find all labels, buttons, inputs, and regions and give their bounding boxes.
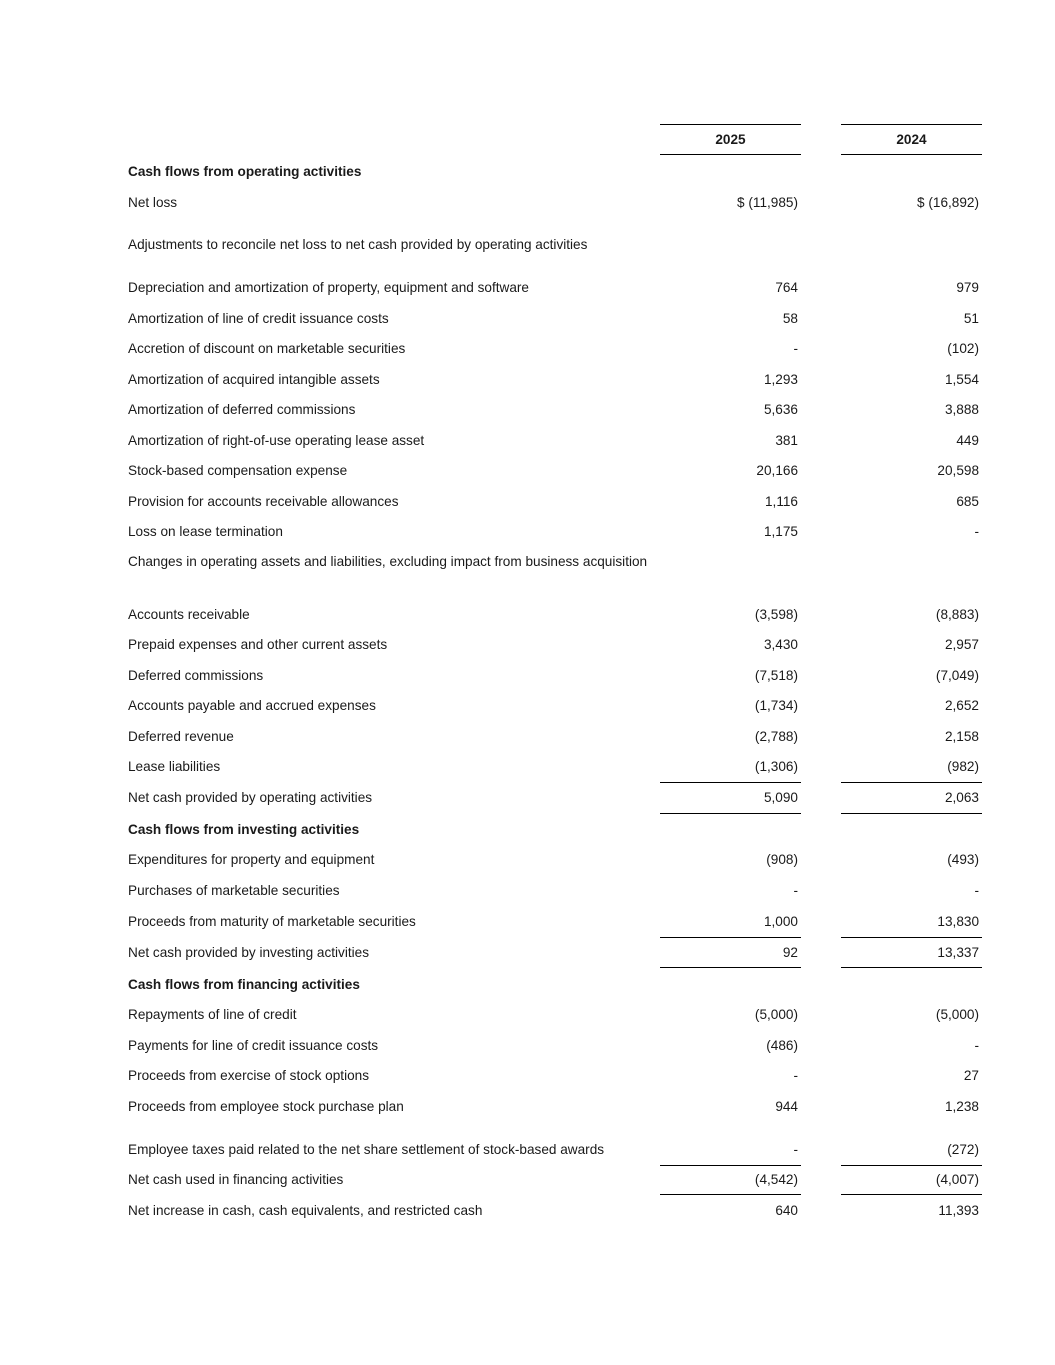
rule-line	[660, 1194, 801, 1195]
table-row	[0, 757, 1055, 777]
value-2024: -	[974, 524, 979, 539]
row-label: Net cash provided by operating activities	[128, 790, 373, 805]
total-row-net-increase	[0, 1201, 1055, 1221]
value-2025: (7,518)	[754, 668, 798, 683]
value-2024: 2,957	[944, 637, 979, 652]
table-row	[0, 696, 1055, 716]
value-2024: 2,063	[944, 790, 979, 805]
value-2025: 1,293	[763, 372, 798, 387]
row-label: Net cash used in financing activities	[128, 1172, 344, 1187]
table-row	[0, 278, 1055, 298]
table-row	[0, 1005, 1055, 1025]
value-2025: 92	[782, 945, 798, 960]
value-2024: (7,049)	[935, 668, 979, 683]
row-label: Adjustments to reconcile net loss to net cash provided by operating activities	[128, 237, 588, 252]
value-2024: $ (16,892)	[917, 195, 979, 210]
total-row-operating	[0, 788, 1055, 808]
row-label: Lease liabilities	[128, 759, 221, 774]
table-row	[0, 492, 1055, 512]
rule-line	[660, 813, 801, 814]
row-label: Net increase in cash, cash equivalents, and restricted cash	[128, 1203, 483, 1218]
value-2025: 640	[775, 1203, 798, 1218]
row-label: Amortization of right-of-use operating lease asset	[128, 433, 425, 448]
row-label: Prepaid expenses and other current assets	[128, 637, 388, 652]
row-label: Payments for line of credit issuance costs	[128, 1038, 379, 1053]
value-2024: (102)	[947, 341, 979, 356]
table-row	[0, 339, 1055, 359]
value-2024: -	[974, 883, 979, 898]
row-label: Proceeds from employee stock purchase plan	[128, 1099, 404, 1114]
rule-line	[660, 782, 801, 783]
row-label: Deferred revenue	[128, 729, 234, 744]
rule-line	[841, 782, 982, 783]
table-row	[0, 881, 1055, 901]
rule-line	[841, 937, 982, 938]
section-heading-financing	[0, 975, 1055, 995]
total-row-investing	[0, 943, 1055, 963]
row-label: Accounts payable and accrued expenses	[128, 698, 376, 713]
value-2024: (272)	[947, 1142, 979, 1157]
column-header-2025: 2025	[660, 124, 801, 155]
rule-line	[841, 813, 982, 814]
value-2025: 1,116	[764, 494, 798, 509]
table-row	[0, 431, 1055, 451]
table-row	[0, 912, 1055, 932]
row-label: Purchases of marketable securities	[128, 883, 340, 898]
row-label: Stock-based compensation expense	[128, 463, 348, 478]
row-label: Accounts receivable	[128, 607, 250, 622]
value-2024: 11,393	[938, 1203, 979, 1218]
rule-line	[660, 1165, 801, 1166]
value-2024: (493)	[947, 852, 979, 867]
subheading-changes: Changes in operating assets and liabilities, excluding impact from business acquisition	[128, 554, 648, 569]
row-label: Expenditures for property and equipment	[128, 852, 375, 867]
table-row	[0, 850, 1055, 870]
value-2025: 1,000	[763, 914, 798, 929]
value-2025: (3,598)	[754, 607, 798, 622]
row-label: Deferred commissions	[128, 668, 264, 683]
section-heading-operating	[0, 162, 1055, 182]
rule-line	[841, 967, 982, 968]
column-header-2024: 2024	[841, 124, 982, 155]
value-2024: 13,830	[937, 914, 979, 929]
value-2024: 1,554	[944, 372, 979, 387]
row-label: Employee taxes paid related to the net share settlement of stock-based awards	[128, 1142, 605, 1157]
value-2024: 685	[956, 494, 979, 509]
value-2025: (908)	[766, 852, 798, 867]
table-row	[0, 461, 1055, 481]
row-label: Repayments of line of credit	[128, 1007, 297, 1022]
value-2025: -	[793, 1142, 798, 1157]
row-label: Depreciation and amortization of property, equipment and software	[128, 280, 529, 295]
value-2025: 20,166	[756, 463, 798, 478]
value-2024: (8,883)	[935, 607, 979, 622]
value-2025: $ (11,985)	[737, 195, 798, 210]
value-2025: (2,788)	[754, 729, 798, 744]
value-2024: (4,007)	[935, 1172, 979, 1187]
value-2024: 3,888	[944, 402, 979, 417]
table-row	[0, 605, 1055, 625]
value-2024: -	[974, 1038, 979, 1053]
row-label: Amortization of acquired intangible assets	[128, 372, 380, 387]
value-2024: 979	[956, 280, 979, 295]
value-2025: (486)	[766, 1038, 798, 1053]
rule-line	[841, 1165, 982, 1166]
row-label: Net loss	[128, 195, 178, 210]
value-2025: (1,306)	[754, 759, 798, 774]
value-2025: -	[793, 883, 798, 898]
table-row	[0, 400, 1055, 420]
row-label: Net cash provided by investing activities	[128, 945, 370, 960]
value-2025: 5,090	[763, 790, 798, 805]
value-2025: (5,000)	[754, 1007, 798, 1022]
row-label: Accretion of discount on marketable securities	[128, 341, 406, 356]
row-label: Amortization of line of credit issuance costs	[128, 311, 389, 326]
rule-line	[841, 1194, 982, 1195]
value-2024: 2,652	[944, 698, 979, 713]
table-row	[0, 666, 1055, 686]
row-label: Loss on lease termination	[128, 524, 283, 539]
rule-line	[660, 967, 801, 968]
table-row	[0, 1066, 1055, 1086]
value-2025: 3,430	[763, 637, 798, 652]
table-row	[0, 635, 1055, 655]
value-2024: 1,238	[944, 1099, 979, 1114]
value-2024: (982)	[947, 759, 979, 774]
table-row	[0, 370, 1055, 390]
table-row	[0, 193, 1055, 213]
value-2025: 58	[782, 311, 798, 326]
table-row	[0, 1036, 1055, 1056]
row-label: Proceeds from exercise of stock options	[128, 1068, 370, 1083]
subheading-adjustments	[0, 235, 1055, 255]
value-2025: 5,636	[763, 402, 798, 417]
value-2025: 764	[775, 280, 798, 295]
value-2025: -	[793, 1068, 798, 1083]
rule-line	[660, 937, 801, 938]
table-row	[0, 1140, 1055, 1160]
value-2025: 381	[775, 433, 798, 448]
value-2025: 944	[775, 1099, 798, 1114]
table-row	[0, 727, 1055, 747]
value-2024: 51	[963, 311, 979, 326]
row-label: Amortization of deferred commissions	[128, 402, 356, 417]
table-row	[0, 522, 1055, 542]
section-heading-investing	[0, 820, 1055, 840]
value-2025: (1,734)	[754, 698, 798, 713]
section-heading-label: Cash flows from financing activities	[128, 977, 360, 992]
row-label: Provision for accounts receivable allowances	[128, 494, 399, 509]
value-2024: 13,337	[937, 945, 979, 960]
value-2025: -	[793, 341, 798, 356]
section-heading-label: Cash flows from operating activities	[128, 164, 362, 179]
value-2024: 27	[963, 1068, 979, 1083]
value-2024: (5,000)	[935, 1007, 979, 1022]
value-2025: (4,542)	[754, 1172, 798, 1187]
table-row	[0, 309, 1055, 329]
total-row-financing	[0, 1170, 1055, 1190]
section-heading-label: Cash flows from investing activities	[128, 822, 360, 837]
value-2025: 1,175	[763, 524, 798, 539]
value-2024: 2,158	[944, 729, 979, 744]
value-2024: 449	[956, 433, 979, 448]
row-label: Proceeds from maturity of marketable securities	[128, 914, 416, 929]
value-2024: 20,598	[937, 463, 979, 478]
table-row	[0, 1097, 1055, 1117]
